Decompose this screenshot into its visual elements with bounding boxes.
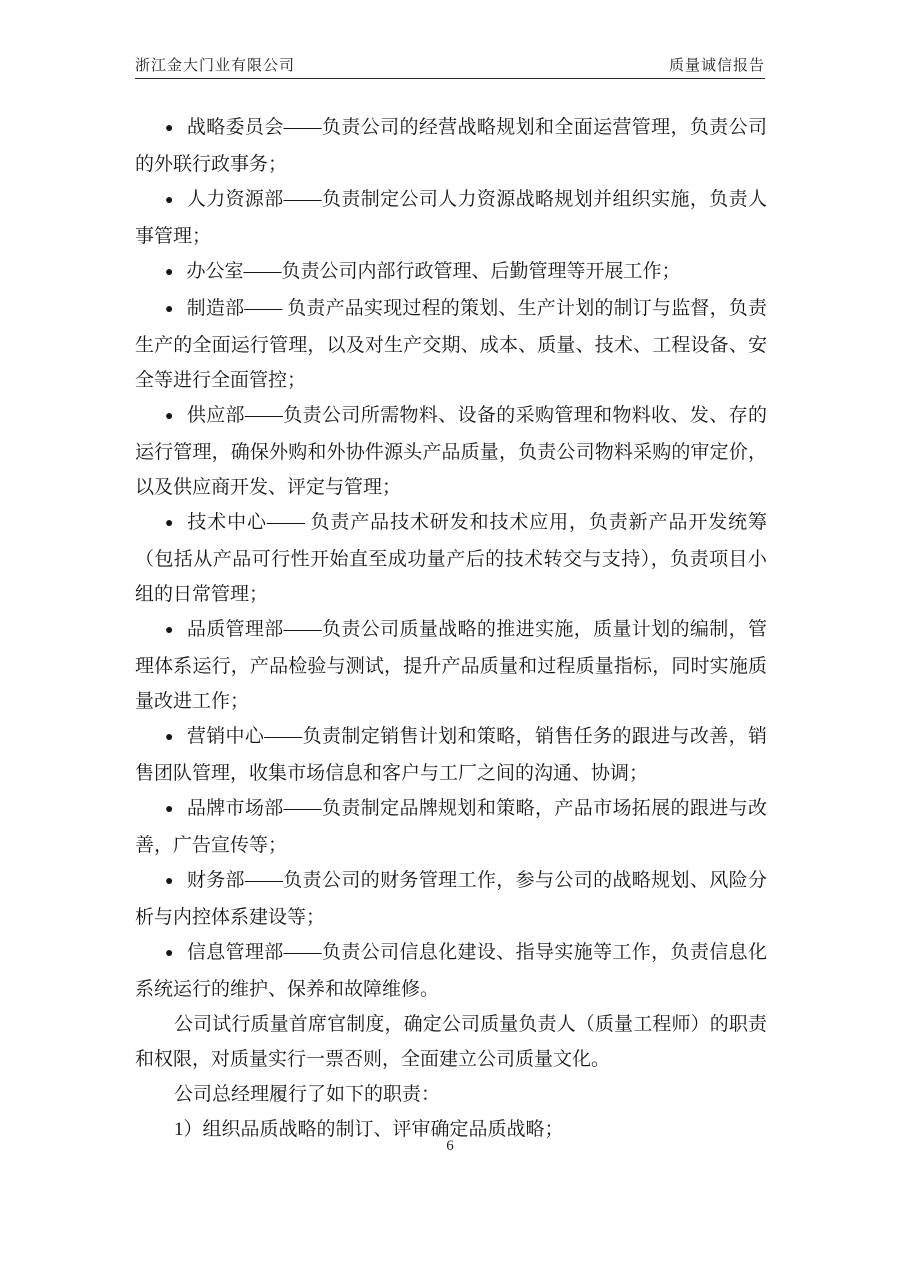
bullet-item-strategy-committee — [135, 110, 767, 182]
bullet-item-marketing-center — [135, 719, 767, 791]
header-report-title: 质量诚信报告 — [668, 58, 765, 74]
paragraph-gm-duties-intro: 公司总经理履行了如下的职责： — [174, 1084, 441, 1105]
bullet-item-manufacturing-department — [135, 291, 767, 398]
bullet-item-hr-department — [135, 182, 767, 254]
bullet-item-supply-department — [135, 398, 767, 505]
bullet-text: 财务部——负责公司的财务管理工作，参与公司的战略规划、风险分析与内控体系建设等； — [135, 870, 767, 928]
bullet-item-information-management-department — [135, 935, 767, 1007]
paragraph-gm-duty-1: 1）组织品质战略的制订、评审确定品质战略； — [174, 1119, 564, 1140]
bullet-icon: ● — [165, 623, 174, 638]
bullet-item-finance-department — [135, 863, 767, 935]
bullet-text: 品牌市场部——负责制定品牌规划和策略，产品市场拓展的跟进与改善，广告宣传等； — [135, 798, 767, 856]
bullet-text: 信息管理部——负责公司信息化建设、指导实施等工作，负责信息化系统运行的维护、保养和故障维修。 — [135, 942, 767, 1000]
bullet-text: 战略委员会——负责公司的经营战略规划和全面运营管理，负责公司的外联行政事务； — [135, 117, 767, 175]
bullet-item-office — [135, 254, 767, 291]
page-footer — [0, 1138, 900, 1155]
bullet-item-brand-market-department — [135, 791, 767, 863]
bullet-text: 制造部—— 负责产品实现过程的策划、生产计划的制订与监督，负责生产的全面运行管理，以及对生产交期、成本、质量、技术、工程设备、安全等进行全面管控； — [135, 298, 767, 391]
page-number: 6 — [446, 1138, 454, 1154]
page-header — [135, 54, 765, 79]
bullet-text: 品质管理部——负责公司质量战略的推进实施，质量计划的编制，管理体系运行，产品检验与测试，提升产品质量和过程质量指标，同时实施质量改进工作； — [135, 619, 767, 712]
bullet-text: 技术中心—— 负责产品技术研发和技术应用，负责新产品开发统筹（包括从产品可行性开始直至成功量产后的技术转交与支持），负责项目小组的日常管理； — [135, 512, 767, 605]
bullet-text: 办公室——负责公司内部行政管理、后勤管理等开展工作； — [186, 261, 681, 282]
header-company-name: 浙江金大门业有限公司 — [135, 58, 296, 74]
bullet-item-quality-management-department — [135, 612, 767, 719]
bullet-text: 人力资源部——负责制定公司人力资源战略规划并组织实施，负责人事管理； — [135, 189, 767, 247]
bullet-icon: ● — [165, 730, 174, 745]
bullet-icon: ● — [165, 516, 174, 531]
bullet-icon: ● — [165, 874, 174, 889]
document-body — [135, 110, 767, 1147]
bullet-item-tech-center — [135, 505, 767, 612]
bullet-icon: ● — [165, 946, 174, 961]
bullet-icon: ● — [165, 802, 174, 817]
bullet-text: 供应部——负责公司所需物料、设备的采购管理和物料收、发、存的运行管理，确保外购和外协件源头产品质量，负责公司物料采购的审定价，以及供应商开发、评定与管理； — [135, 405, 767, 498]
bullet-icon: ● — [165, 265, 174, 280]
bullet-text: 营销中心——负责制定销售计划和策略，销售任务的跟进与改善，销售团队管理，收集市场信息和客户与工厂之间的沟通、协调； — [135, 726, 767, 784]
bullet-icon: ● — [165, 409, 174, 424]
bullet-icon: ● — [165, 121, 174, 136]
paragraph-quality-chief-officer: 公司试行质量首席官制度，确定公司质量负责人（质量工程师）的职责和权限，对质量实行一票否则，全面建立公司质量文化。 — [135, 1014, 767, 1070]
bullet-icon: ● — [165, 302, 174, 317]
bullet-icon: ● — [165, 193, 174, 208]
